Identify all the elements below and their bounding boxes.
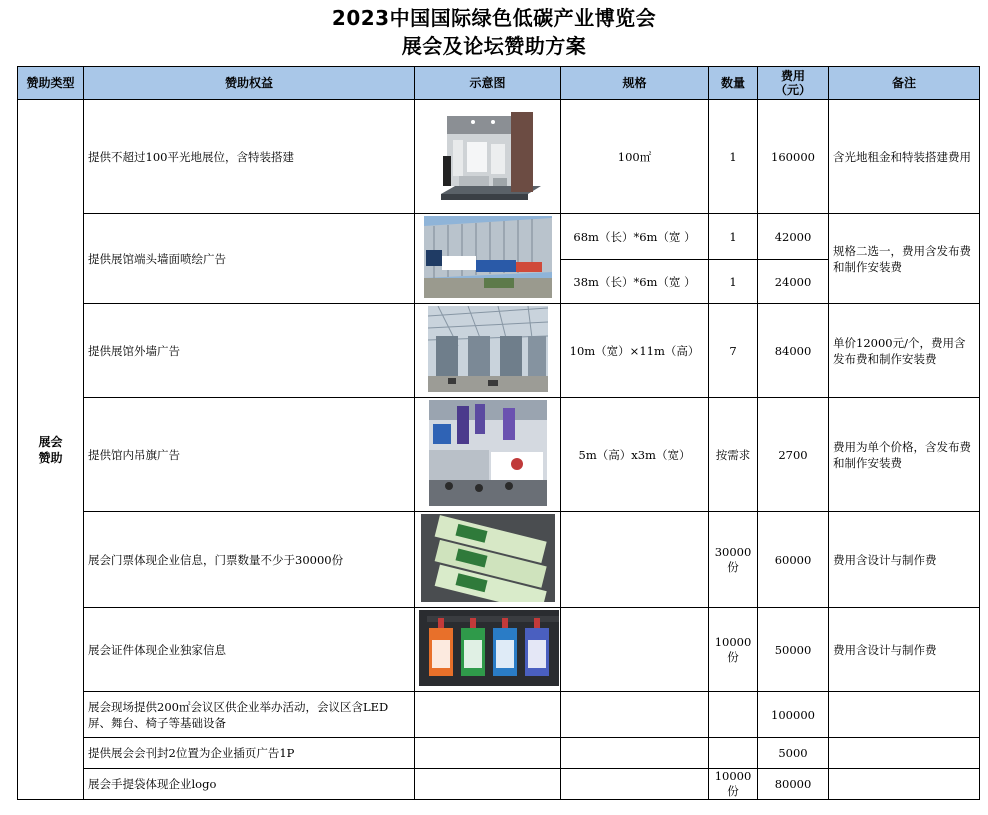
- remark-cell: [829, 692, 980, 738]
- remark-cell: 费用含设计与制作费: [829, 512, 980, 608]
- spec-cell: [561, 692, 709, 738]
- fee-cell: 60000: [758, 512, 829, 608]
- benefit-cell: 提供展馆端头墙面喷绘广告: [84, 214, 415, 304]
- table-row: [18, 769, 980, 800]
- illustration-cell-empty: [415, 769, 561, 800]
- header-fee: 费用 （元）: [758, 67, 829, 100]
- hall-wall-image: [415, 214, 561, 304]
- remark-cell: [829, 738, 980, 769]
- fee-cell: 100000: [758, 692, 829, 738]
- spec-cell: 38m（长）*6m（宽 ）: [561, 260, 709, 304]
- header-spec: 规格: [561, 67, 709, 100]
- badge-samples-photo: [419, 610, 559, 686]
- remark-cell: 规格二选一，费用含发布费和制作安装费: [829, 214, 980, 304]
- quantity-cell: 10000份: [709, 608, 758, 692]
- benefit-cell: 展会现场提供200㎡会议区供企业举办活动，会议区含LED屏、舞台、椅子等基础设备: [84, 692, 415, 738]
- fee-cell: 84000: [758, 304, 829, 398]
- exhibition-hall-exterior-photo: [428, 306, 548, 392]
- header-illustration: 示意图: [415, 67, 561, 100]
- banner-image: [415, 398, 561, 512]
- spec-cell: [561, 608, 709, 692]
- table-row: [18, 738, 980, 769]
- table-row: [18, 214, 980, 260]
- fee-cell: 50000: [758, 608, 829, 692]
- booth-illustration: [433, 102, 543, 208]
- benefit-cell: 提供不超过100平光地展位，含特装搭建: [84, 100, 415, 214]
- remark-cell: 含光地租金和特装搭建费用: [829, 100, 980, 214]
- fee-cell: 160000: [758, 100, 829, 214]
- document-subtitle: 展会及论坛赞助方案: [401, 34, 587, 58]
- header-sponsor-type: 赞助类型: [18, 67, 84, 100]
- fee-cell: 42000: [758, 214, 829, 260]
- tickets-image: [415, 512, 561, 608]
- table-row: [18, 100, 980, 214]
- header-benefit: 赞助权益: [84, 67, 415, 100]
- benefit-cell: 展会手提袋体现企业logo: [84, 769, 415, 800]
- spec-cell: 100㎡: [561, 100, 709, 214]
- quantity-cell: 1: [709, 214, 758, 260]
- quantity-cell: 1: [709, 260, 758, 304]
- spec-cell: [561, 512, 709, 608]
- remark-cell: 费用含设计与制作费: [829, 608, 980, 692]
- spec-cell: 68m（长）*6m（宽 ）: [561, 214, 709, 260]
- fee-cell: 5000: [758, 738, 829, 769]
- table-row: [18, 512, 980, 608]
- spec-cell: [561, 769, 709, 800]
- sponsorship-table: [17, 66, 980, 800]
- exhibition-hall-end-wall-photo: [424, 216, 552, 298]
- spec-cell: [561, 738, 709, 769]
- document-title: 2023中国国际绿色低碳产业博览会: [331, 6, 657, 30]
- illustration-cell-empty: [415, 692, 561, 738]
- ticket-samples-photo: [421, 514, 555, 602]
- booth-image: [415, 100, 561, 214]
- remark-cell: [829, 769, 980, 800]
- fee-cell: 24000: [758, 260, 829, 304]
- fee-cell: 2700: [758, 398, 829, 512]
- header-quantity: 数量: [709, 67, 758, 100]
- illustration-cell-empty: [415, 738, 561, 769]
- outer-wall-image: [415, 304, 561, 398]
- fee-cell: 80000: [758, 769, 829, 800]
- table-row: [18, 304, 980, 398]
- remark-cell: 单价12000元/个，费用含发布费和制作安装费: [829, 304, 980, 398]
- table-header-row: [18, 67, 980, 100]
- remark-cell: 费用为单个价格，含发布费和制作安装费: [829, 398, 980, 512]
- quantity-cell: 30000份: [709, 512, 758, 608]
- benefit-cell: 展会门票体现企业信息，门票数量不少于30000份: [84, 512, 415, 608]
- benefit-cell: 提供馆内吊旗广告: [84, 398, 415, 512]
- header-remark: 备注: [829, 67, 980, 100]
- table-row: [18, 692, 980, 738]
- table-row: [18, 608, 980, 692]
- table-row: [18, 398, 980, 512]
- quantity-cell: 按需求: [709, 398, 758, 512]
- quantity-cell: 1: [709, 100, 758, 214]
- spec-cell: 10m（宽）×11m（高）: [561, 304, 709, 398]
- badges-image: [415, 608, 561, 692]
- sponsor-type-cell: 展会 赞助: [18, 100, 84, 800]
- benefit-cell: 展会证件体现企业独家信息: [84, 608, 415, 692]
- quantity-cell: [709, 738, 758, 769]
- spec-cell: 5m（高）x3m（宽）: [561, 398, 709, 512]
- quantity-cell: [709, 692, 758, 738]
- quantity-cell: 7: [709, 304, 758, 398]
- quantity-cell: 10000份: [709, 769, 758, 800]
- hanging-banner-photo: [429, 400, 547, 506]
- benefit-cell: 提供展会会刊封2位置为企业插页广告1P: [84, 738, 415, 769]
- benefit-cell: 提供展馆外墙广告: [84, 304, 415, 398]
